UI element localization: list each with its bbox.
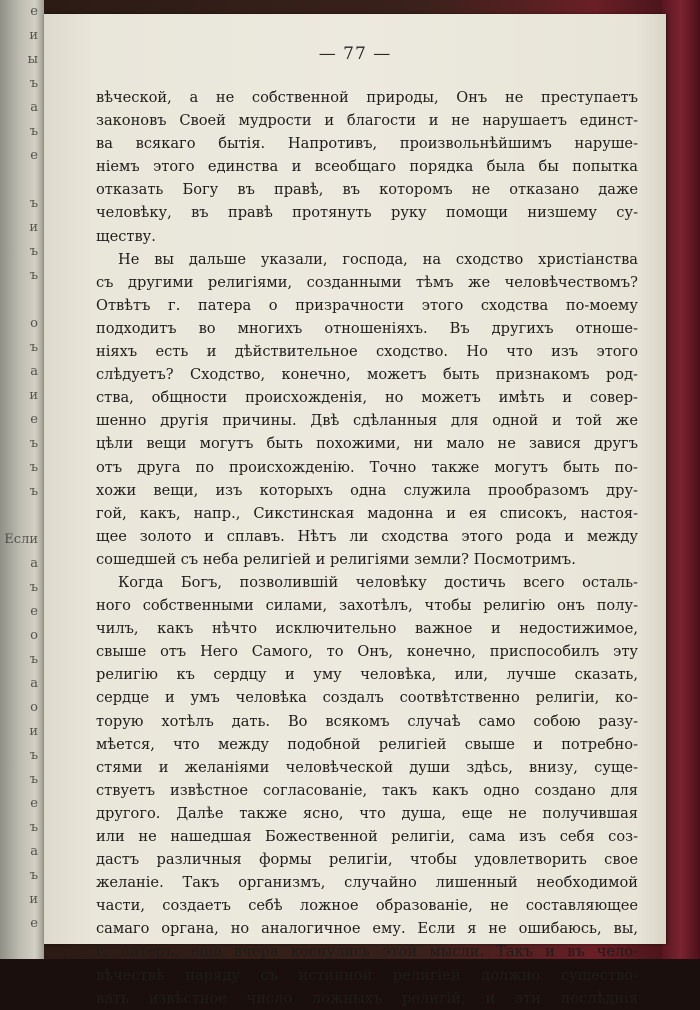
- page-number: — 77 —: [318, 44, 392, 64]
- text-line: Не вы дальше указали, господа, на сходство христіанства: [118, 250, 638, 268]
- text-line: мѣется, что между подобной религіей свыше и потребно-: [96, 735, 638, 753]
- text-line: человѣку, въ правѣ протянуть руку помощи низшему су-: [96, 204, 638, 222]
- text-line: ніемъ этого единства и всеобщаго порядка была бы попытка: [96, 158, 638, 176]
- text-line: съ другими религіями, созданными тѣмъ же человѣчествомъ?: [96, 273, 638, 291]
- text-line: вѣчествѣ наряду съ истинной религіей должно существо-: [96, 966, 638, 984]
- text-line: ществу.: [96, 227, 156, 245]
- text-line: стями и желаніями человѣческой души здѣсь, внизу, суще-: [96, 758, 638, 776]
- text-line: законовъ Своей мудрости и благости и не нарушаетъ единст-: [96, 112, 638, 130]
- text-line: слѣдуетъ? Сходство, конечно, можетъ быть признакомъ род-: [96, 366, 638, 384]
- text-line: дастъ различныя формы религіи, чтобы удовлетворить свое: [96, 851, 638, 869]
- text-line: отъ друга по происхожденію. Точно также могутъ быть по-: [96, 458, 638, 476]
- text-line: цѣли вещи могутъ быть похожими, ни мало не завися другъ: [96, 435, 638, 453]
- text-line: ного собственными силами, захотѣлъ, чтобы религію онъ полу-: [96, 597, 638, 615]
- text-line: ствуетъ извѣстное согласованіе, такъ какъ одно создано для: [96, 781, 638, 799]
- text-line: хожи вещи, изъ которыхъ одна служила прообразомъ дру-: [96, 481, 638, 499]
- text-line: другого. Далѣе также ясно, что душа, еще не получившая: [96, 804, 638, 822]
- text-line: Когда Богъ, позволившій человѣку достичь всего осталь-: [118, 573, 638, 591]
- text-line: щее золото и сплавъ. Нѣтъ ли сходства этого рода и между: [96, 527, 638, 545]
- text-line: подходитъ во многихъ отношеніяхъ. Въ другихъ отноше-: [96, 319, 638, 337]
- text-line: чилъ, какъ нѣчто исключительно важное и недостижимое,: [96, 620, 638, 638]
- page-body-text: [96, 86, 638, 1010]
- text-line: шенно другія причины. Двѣ сдѣланныя для одной и той же: [96, 412, 638, 430]
- text-line: свыше отъ Него Самого, то Онъ, конечно, приспособилъ эту: [96, 643, 638, 661]
- text-line: ства, общности происхожденія, но можетъ имѣть и совер-: [96, 389, 638, 407]
- text-line: ва всякаго бытія. Напротивъ, произвольнѣйшимъ наруше-: [96, 135, 638, 153]
- left-page-edge: [0, 0, 44, 959]
- text-line: вать извѣстное число ложныхъ религій, и эти послѣднія: [96, 989, 638, 1007]
- text-line: отказать Богу въ правѣ, въ которомъ не отказано даже: [96, 181, 638, 199]
- text-line: сошедшей съ неба религіей и религіями земли? Посмотримъ.: [96, 550, 576, 568]
- text-line: ніяхъ есть и дѣйствительное сходство. Но что изъ этого: [96, 343, 638, 361]
- book-cover-edge: [662, 0, 700, 959]
- left-page-text-fragments: е и ы ъ а ъ е ъ и ъ ъ о ъ а и е ъ ъ ъ Если а ъ е о ъ а о и ъ ъ е ъ а ъ и е: [4, 4, 38, 931]
- text-line: желаніе. Такъ организмъ, случайно лишенный необходимой: [96, 874, 638, 892]
- text-line: торую хотѣлъ дать. Во всякомъ случаѣ само собою разу-: [96, 712, 638, 730]
- text-line: сердце и умъ человѣка создалъ соотвѣтственно религіи, ко-: [96, 689, 638, 707]
- text-line: или не нашедшая Божественной религіи, сама изъ себя соз-: [96, 828, 638, 845]
- text-line: г. патеръ, еще вчера коснулись этой мысли. Такъ и въ чело-: [96, 943, 638, 961]
- text-line: религію къ сердцу и уму человѣка, или, лучше сказать,: [96, 666, 638, 684]
- book-page: [44, 14, 666, 1007]
- text-line: Отвѣтъ г. патера о призрачности этого сходства по-моему: [96, 296, 638, 314]
- text-line: гой, какъ, напр., Сикстинская мадонна и ея списокъ, настоя-: [96, 504, 638, 522]
- text-line: самаго органа, но аналогичное ему. Если я не ошибаюсь, вы,: [96, 920, 638, 938]
- text-line: части, создаетъ себѣ ложное образованіе, не составляющее: [96, 897, 638, 915]
- text-line: вѣческой, а не собственной природы, Онъ не преступаетъ: [96, 89, 638, 106]
